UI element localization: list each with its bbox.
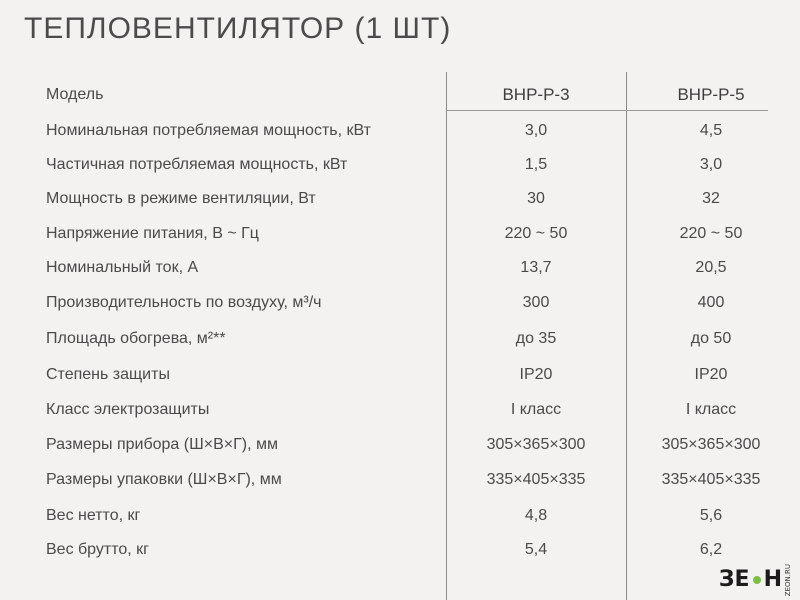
row-value-col1: 3,0 [524, 122, 548, 139]
table-row [0, 251, 800, 285]
row-label: Класс электрозащиты [46, 401, 210, 418]
row-label: Номинальный ток, А [46, 259, 199, 276]
page-title: ТЕПЛОВЕНТИЛЯТОР (1 ШТ) [24, 12, 452, 45]
row-value-col1: 220 ~ 50 [504, 225, 568, 242]
model-header-label: Модель [46, 86, 104, 103]
table-row [0, 182, 800, 216]
row-value-col2: 335×405×335 [661, 471, 761, 488]
logo-domain: ZEON.RU [784, 563, 792, 596]
row-value-col1: IP20 [519, 366, 553, 383]
row-label: Напряжение питания, В ~ Гц [46, 225, 259, 242]
table-row [0, 463, 800, 497]
row-value-col1: 5,4 [524, 541, 548, 558]
model-col1-header: ВНР-Р-3 [502, 85, 570, 104]
row-value-col2: 5,6 [699, 507, 723, 524]
table-header-row [0, 78, 800, 112]
row-value-col1: 30 [527, 190, 545, 207]
row-label: Мощность в режиме вентиляции, Вт [46, 190, 316, 207]
row-value-col1: 335×405×335 [486, 471, 586, 488]
table-row [0, 358, 800, 392]
table-row [0, 322, 800, 356]
row-value-col2: 305×365×300 [661, 436, 761, 453]
row-label: Степень защиты [46, 366, 170, 383]
row-label: Производительность по воздуху, м³/ч [46, 294, 322, 311]
row-value-col1: I класс [510, 401, 562, 418]
row-label: Вес нетто, кг [46, 507, 141, 524]
table-row [0, 533, 800, 567]
row-label: Частичная потребляемая мощность, кВт [46, 156, 348, 173]
logo-power-dot-icon [753, 576, 761, 584]
zeon-watermark-logo [719, 564, 792, 596]
row-label: Площадь обогрева, м²** [46, 330, 226, 347]
row-value-col2: 20,5 [695, 259, 727, 276]
row-value-col2: 32 [702, 190, 720, 207]
row-value-col2: 3,0 [699, 156, 723, 173]
row-label: Номинальная потребляемая мощность, кВт [46, 122, 371, 139]
row-label: Размеры прибора (Ш×В×Г), мм [46, 436, 278, 453]
row-value-col1: 300 [522, 294, 550, 311]
logo-brand-right: Н [763, 567, 782, 593]
row-value-col2: 400 [697, 294, 725, 311]
table-row [0, 286, 800, 320]
row-value-col2: до 50 [690, 330, 732, 347]
model-col2-header: ВНР-Р-5 [677, 85, 745, 104]
table-row [0, 217, 800, 251]
table-row [0, 393, 800, 427]
row-value-col1: 305×365×300 [486, 436, 586, 453]
row-value-col1: 1,5 [524, 156, 548, 173]
logo-brand-left: ЗЕ [718, 567, 750, 593]
table-row [0, 499, 800, 533]
row-value-col1: 13,7 [520, 259, 552, 276]
row-value-col2: I класс [685, 401, 737, 418]
row-value-col2: 6,2 [699, 541, 723, 558]
table-row [0, 114, 800, 148]
row-value-col2: 220 ~ 50 [679, 225, 743, 242]
row-label: Размеры упаковки (Ш×В×Г), мм [46, 471, 282, 488]
row-value-col1: 4,8 [524, 507, 548, 524]
row-label: Вес брутто, кг [46, 541, 149, 558]
table-row [0, 148, 800, 182]
row-value-col2: 4,5 [699, 122, 723, 139]
row-value-col2: IP20 [694, 366, 728, 383]
table-row [0, 428, 800, 462]
row-value-col1: до 35 [515, 330, 557, 347]
